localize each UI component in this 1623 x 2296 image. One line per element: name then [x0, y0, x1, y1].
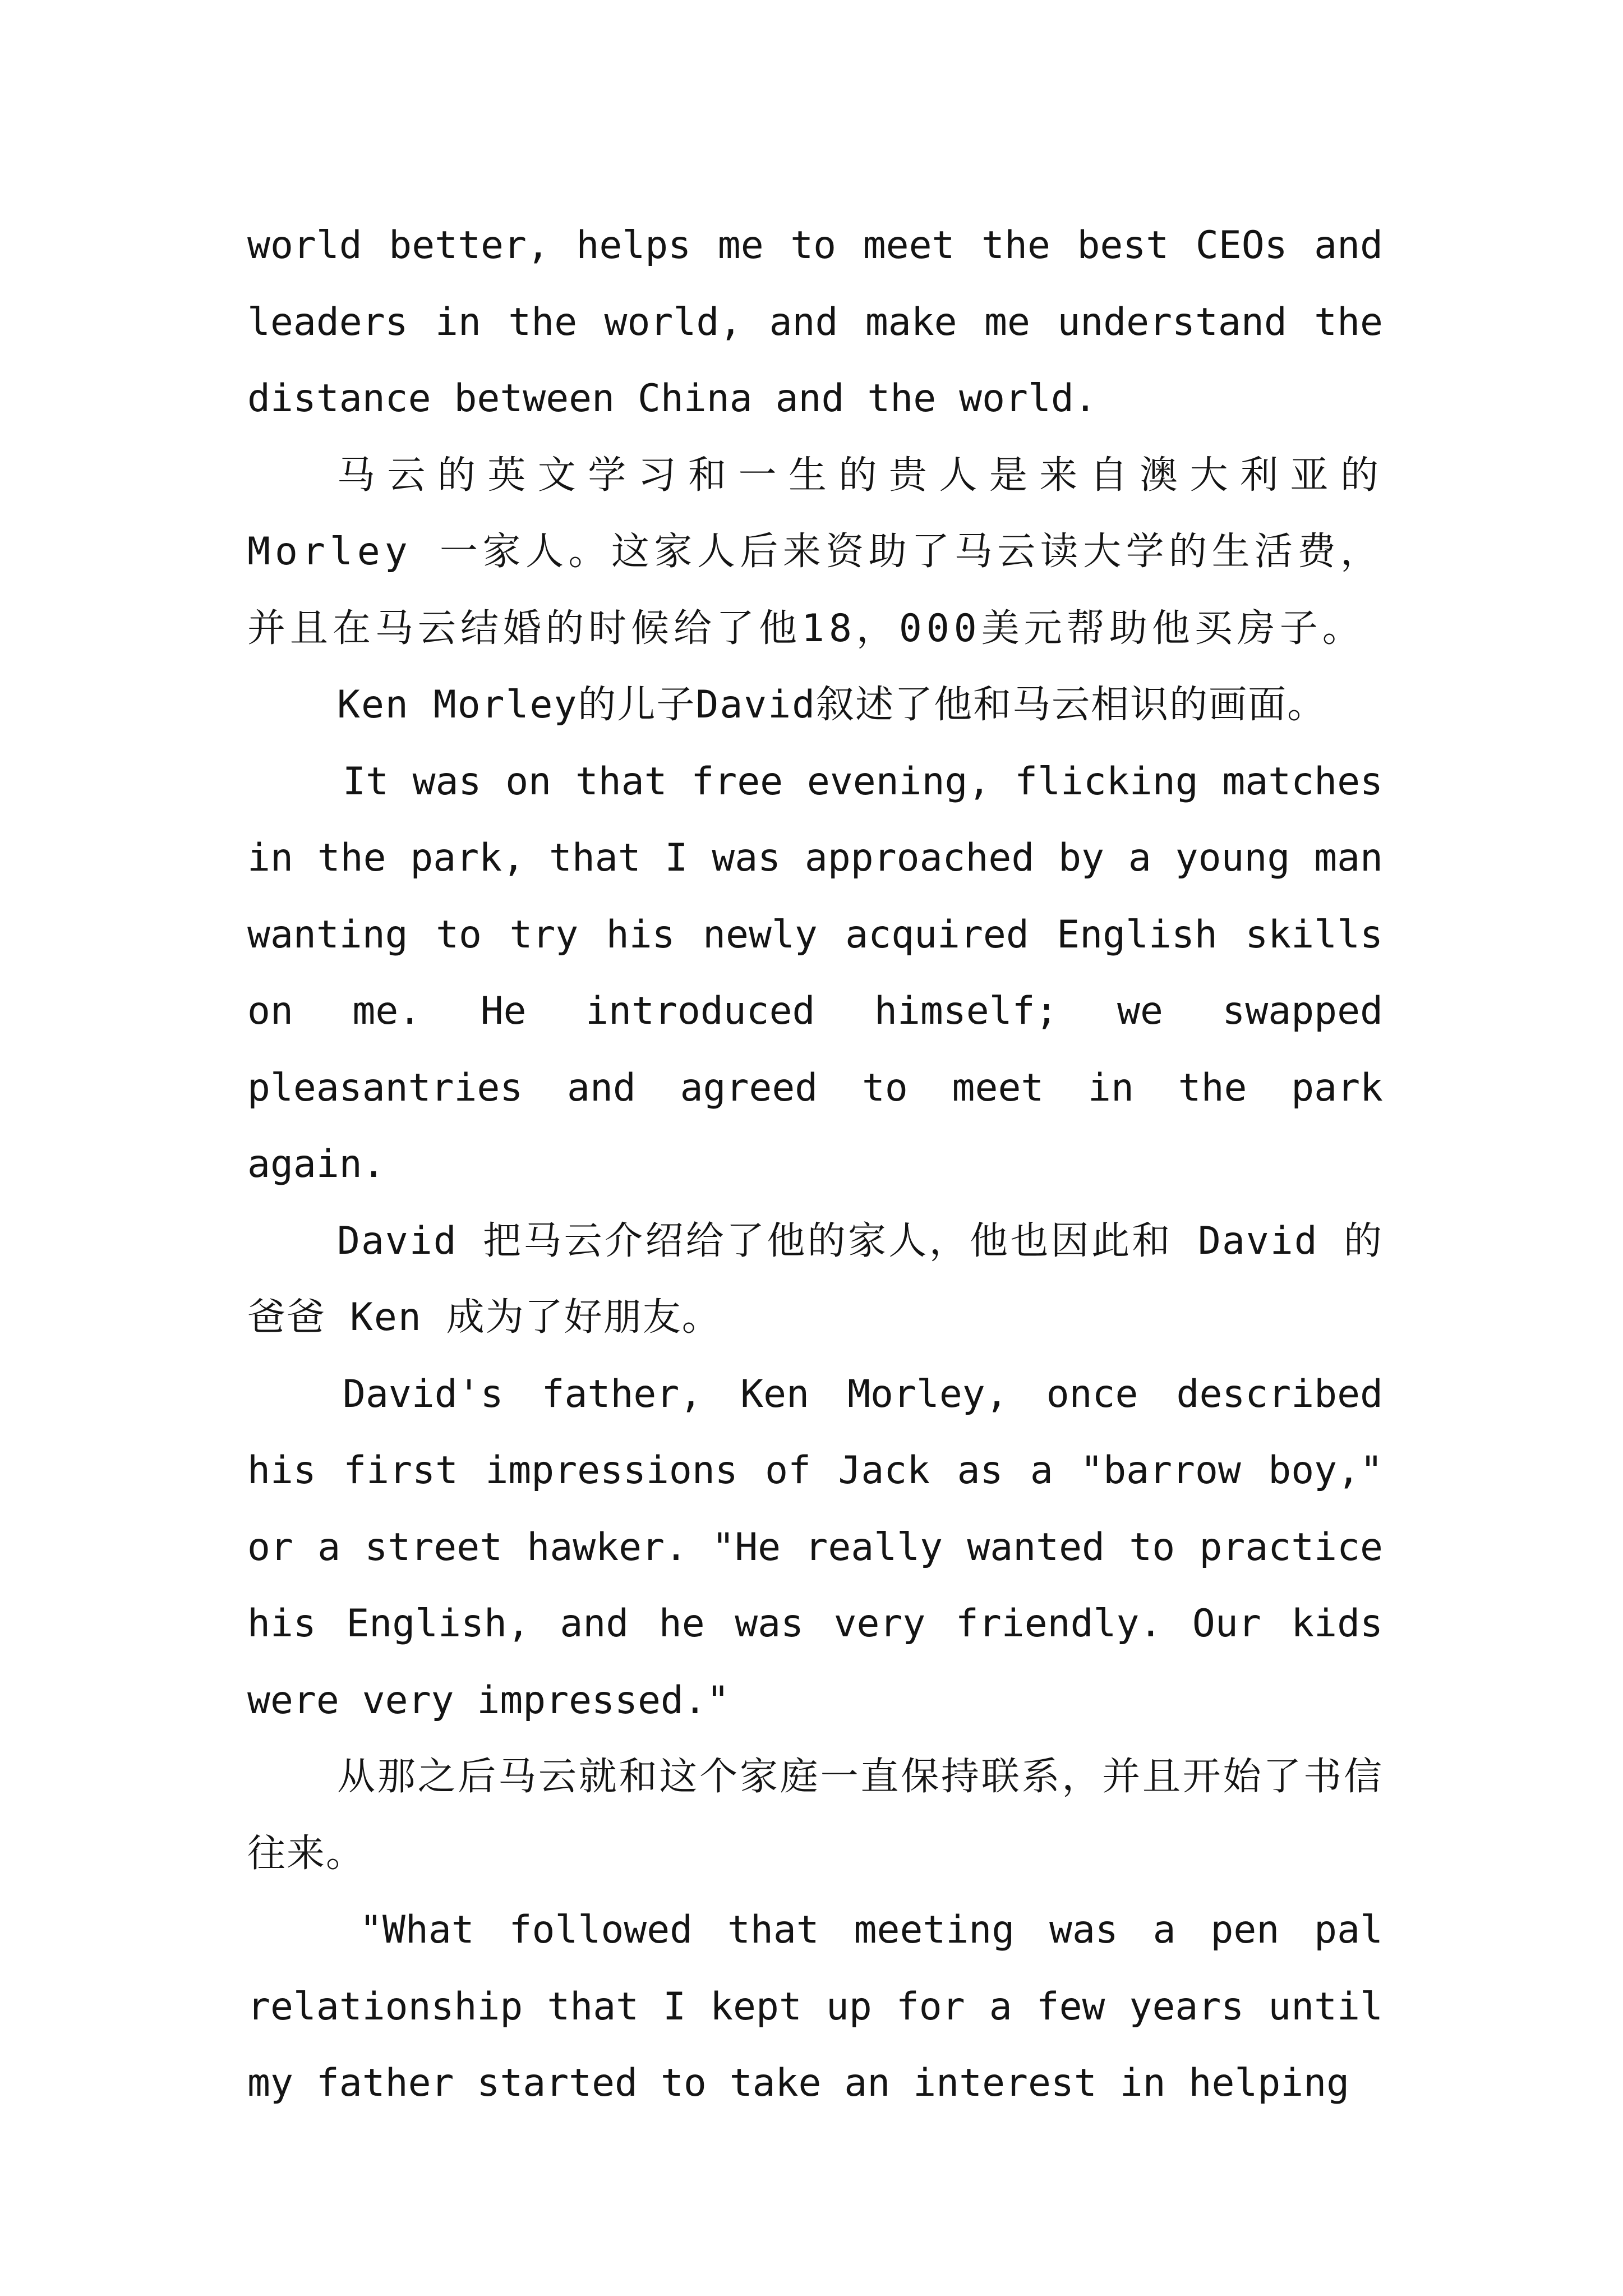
paragraph-4: It was on that free evening, flicking matches in the park, that I was approached by a young man wanting to try his newly acquired English skills on me. He introduced himself; we swapped pleasantries and agreed to meet in the park again.: [247, 759, 1383, 1186]
paragraph-1: world better, helps me to meet the best CEOs and leaders in the world, and make me understand the distance between China and the world.: [247, 223, 1383, 421]
paragraph-5: David 把马云介绍给了他的家人，他也因此和 David 的爸爸 Ken 成为了好朋友。: [247, 1218, 1383, 1340]
paragraph-3: Ken Morley的儿子David叙述了他和马云相识的画面。: [337, 683, 1327, 727]
body-text: [247, 208, 1383, 2122]
paragraph-7: 从那之后马云就和这个家庭一直保持联系，并且开始了书信往来。: [247, 1755, 1383, 1876]
paragraph-6: David's father, Ken Morley, once described his first impressions of Jack as a "barrow boy," or a street hawker. "He really wanted to practice his English, and he was very friendly. Our kids were very impressed.": [247, 1372, 1383, 1723]
paragraph-8: "What followed that meeting was a pen pal relationship that I kept up for a few years until my father started to take an interest in helping: [247, 1908, 1383, 2105]
paragraph-2: 马云的英文学习和一生的贵人是来自澳大利亚的Morley 一家人。这家人后来资助了马云读大学的生活费，并且在马云结婚的时候给了他18，000美元帮助他买房子。: [247, 453, 1383, 651]
